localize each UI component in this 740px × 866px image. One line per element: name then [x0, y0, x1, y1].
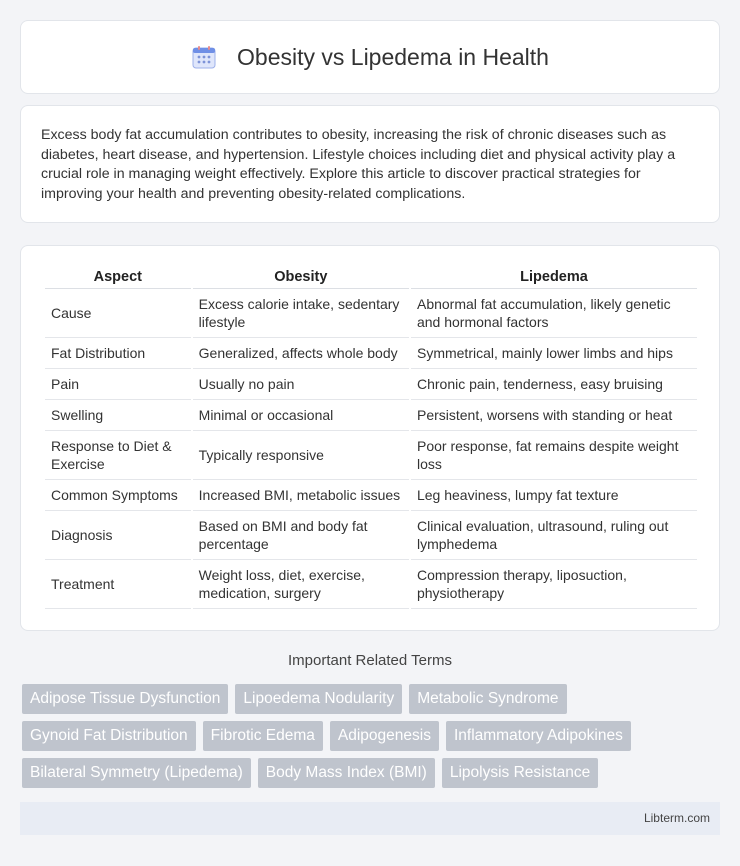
footer-site-link[interactable]: Libterm.com [643, 811, 710, 825]
tag-row [22, 684, 722, 714]
tag-lipoedema-nodularity[interactable]: Lipoedema Nodularity [235, 684, 402, 714]
table-row [45, 400, 697, 431]
tag-body-mass-index[interactable]: Body Mass Index (BMI) [258, 758, 435, 788]
cell-aspect: Response to Diet & Exercise [45, 431, 191, 480]
comparison-table [43, 264, 699, 609]
cell-aspect: Diagnosis [45, 511, 191, 560]
cell-obesity: Weight loss, diet, exercise, medication, surgery [193, 560, 409, 609]
cell-obesity: Increased BMI, metabolic issues [193, 480, 409, 511]
page-title: Obesity vs Lipedema in Health [237, 43, 549, 70]
table-row [45, 369, 697, 400]
cell-lipedema: Clinical evaluation, ultrasound, ruling out lymphedema [411, 511, 697, 560]
cell-obesity: Excess calorie intake, sedentary lifestyle [193, 289, 409, 338]
cell-lipedema: Leg heaviness, lumpy fat texture [411, 480, 697, 511]
cell-lipedema: Abnormal fat accumulation, likely genetic and hormonal factors [411, 289, 697, 338]
cell-obesity: Generalized, affects whole body [193, 338, 409, 369]
intro-text: Excess body fat accumulation contributes to obesity, increasing the risk of chronic diseases such as diabetes, heart disease, and hypertension. Lifestyle choices including diet and physical activity play a crucial role in managing weight effectively. Explore this article to discover practical strategies for improving your health and preventing obesity-related complications. [41, 127, 676, 202]
tag-bilateral-symmetry[interactable]: Bilateral Symmetry (Lipedema) [22, 758, 251, 788]
cell-aspect: Treatment [45, 560, 191, 609]
header-card [20, 20, 720, 94]
cell-aspect: Common Symptoms [45, 480, 191, 511]
header-obesity: Obesity [193, 264, 409, 289]
table-row [45, 431, 697, 480]
tag-gynoid-fat-distribution[interactable]: Gynoid Fat Distribution [22, 721, 196, 751]
tag-lipolysis-resistance[interactable]: Lipolysis Resistance [442, 758, 598, 788]
table-row [45, 511, 697, 560]
cell-obesity: Minimal or occasional [193, 400, 409, 431]
cell-lipedema: Persistent, worsens with standing or heat [411, 400, 697, 431]
cell-aspect: Swelling [45, 400, 191, 431]
cell-lipedema: Symmetrical, mainly lower limbs and hips [411, 338, 697, 369]
cell-obesity: Typically responsive [193, 431, 409, 480]
intro-card [20, 105, 720, 223]
tag-fibrotic-edema[interactable]: Fibrotic Edema [203, 721, 323, 751]
table-row [45, 289, 697, 338]
tag-row [22, 721, 722, 751]
tag-adipose-tissue-dysfunction[interactable]: Adipose Tissue Dysfunction [22, 684, 228, 714]
calendar-icon [191, 44, 217, 70]
table-row [45, 338, 697, 369]
table-row [45, 560, 697, 609]
cell-lipedema: Chronic pain, tenderness, easy bruising [411, 369, 697, 400]
cell-lipedema: Poor response, fat remains despite weight loss [411, 431, 697, 480]
header-aspect: Aspect [45, 264, 191, 289]
tag-adipogenesis[interactable]: Adipogenesis [330, 721, 439, 751]
table-header-row [45, 264, 697, 289]
cell-obesity: Based on BMI and body fat percentage [193, 511, 409, 560]
cell-aspect: Fat Distribution [45, 338, 191, 369]
table-row [45, 480, 697, 511]
comparison-table-card [20, 245, 720, 631]
header-lipedema: Lipedema [411, 264, 697, 289]
tag-row [22, 758, 722, 788]
cell-lipedema: Compression therapy, liposuction, physiotherapy [411, 560, 697, 609]
cell-aspect: Cause [45, 289, 191, 338]
footer [20, 802, 720, 835]
tag-inflammatory-adipokines[interactable]: Inflammatory Adipokines [446, 721, 631, 751]
related-terms-title: Important Related Terms [288, 652, 452, 669]
cell-aspect: Pain [45, 369, 191, 400]
related-terms-list [22, 684, 722, 795]
tag-metabolic-syndrome[interactable]: Metabolic Syndrome [409, 684, 566, 714]
cell-obesity: Usually no pain [193, 369, 409, 400]
